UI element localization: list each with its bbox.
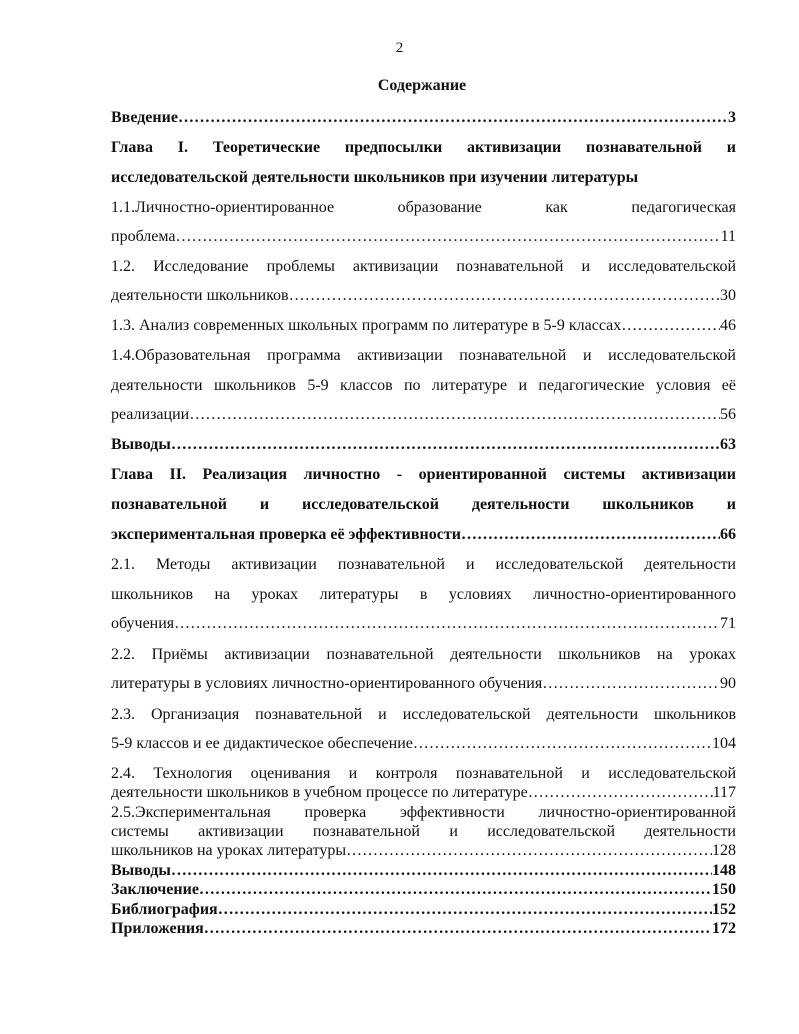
toc-chapter-1-line-1: Глава I. Теоретические предпосылки активизации познавательной и xyxy=(111,139,736,156)
entry-text: обучения xyxy=(111,615,175,632)
toc-section-1-4-line-1: 1.4.Образовательная программа активизации познавательной и исследовательской xyxy=(111,347,736,364)
toc-section-2-2-line-1: 2.2. Приёмы активизации познавательной деятельности школьников на уроках xyxy=(111,646,736,663)
entry-page: 104 xyxy=(712,735,736,752)
entry-text: Заключение xyxy=(111,881,199,898)
toc-section-2-2-line-2 xyxy=(111,674,736,694)
toc-section-2-5-line-1: 2.5.Экспериментальная проверка эффективности личностно-ориентированной xyxy=(111,804,736,821)
entry-text: деятельности школьников в учебном процессе по литературе xyxy=(111,784,528,801)
entry-page: 46 xyxy=(720,317,736,334)
toc-entry-conclusions-2 xyxy=(111,861,736,881)
page-number: 2 xyxy=(395,40,404,56)
toc-entry-conclusions-1 xyxy=(111,435,736,455)
toc-entry-bibliography xyxy=(111,900,736,920)
entry-page: 66 xyxy=(720,526,736,543)
toc-section-2-5-line-3 xyxy=(111,841,736,861)
entry-page: 128 xyxy=(712,842,736,859)
entry-page: 172 xyxy=(712,920,736,937)
entry-page: 148 xyxy=(712,862,736,879)
entry-text: проблема xyxy=(111,228,176,245)
entry-text: 5-9 классов и ее дидактическое обеспечение xyxy=(111,735,413,752)
entry-page: 11 xyxy=(720,228,736,245)
entry-text: Библиография xyxy=(111,901,218,918)
entry-text: литературы в условиях личностно-ориентированного обучения xyxy=(111,675,543,692)
toc-section-2-4-line-1: 2.4. Технология оценивания и контроля познавательной и исследовательской xyxy=(111,765,736,782)
toc-section-1-4-line-2: деятельности школьников 5-9 классов по литературе и педагогические условия её xyxy=(111,377,736,394)
entry-text: Выводы xyxy=(111,436,171,453)
toc-entry-appendix xyxy=(111,919,736,939)
entry-page: 117 xyxy=(712,784,736,801)
entry-text: 1.3. Анализ современных школьных программ по литературе в 5-9 классах xyxy=(111,317,622,334)
entry-text: деятельности школьников xyxy=(111,287,289,304)
entry-text: Приложения xyxy=(111,920,204,937)
toc-chapter-2-line-2: познавательной и исследовательской деятельности школьников и xyxy=(111,496,736,513)
toc-chapter-2-line-1: Глава II. Реализация личностно - ориентированной системы активизации xyxy=(111,466,736,483)
toc-section-1-4-line-3 xyxy=(111,405,736,425)
entry-page: 90 xyxy=(720,675,736,692)
entry-page: 150 xyxy=(712,881,736,898)
toc-section-1-2-line-1: 1.2. Исследование проблемы активизации познавательной и исследовательской xyxy=(111,258,736,275)
entry-page: 56 xyxy=(720,406,736,423)
toc-section-2-1-line-2: школьников на уроках литературы в условиях личностно-ориентированного xyxy=(111,586,736,603)
toc-section-2-4-line-2 xyxy=(111,783,736,803)
toc-section-1-1-line-1: 1.1.Личностно-ориентированное образование как педагогическая xyxy=(111,199,736,216)
toc-title: Содержание xyxy=(377,77,467,94)
entry-page: 3 xyxy=(728,109,736,126)
toc-section-2-3-line-2 xyxy=(111,734,736,754)
toc-chapter-2-line-3 xyxy=(111,525,736,545)
toc-section-1-2-line-2 xyxy=(111,286,736,306)
entry-text: реализации xyxy=(111,406,190,423)
toc-section-2-5-line-2: системы активизации познавательной и исследовательской деятельности xyxy=(111,823,736,840)
entry-text: Введение xyxy=(111,109,178,126)
entry-page: 71 xyxy=(720,615,736,632)
entry-text: школьников на уроках литературы xyxy=(111,842,347,859)
toc-section-2-1-line-1: 2.1. Методы активизации познавательной и исследовательской деятельности xyxy=(111,556,736,573)
entry-text: экспериментальная проверка её эффективности xyxy=(111,526,461,543)
toc-entry-introduction xyxy=(111,108,736,128)
toc-section-1-3 xyxy=(111,316,736,336)
entry-text: Выводы xyxy=(111,862,171,879)
entry-page: 30 xyxy=(720,287,736,304)
toc-section-2-3-line-1: 2.3. Организация познавательной и исследовательской деятельности школьников xyxy=(111,706,736,723)
toc-section-2-1-line-3 xyxy=(111,614,736,634)
entry-page: 63 xyxy=(720,436,736,453)
toc-entry-conclusion xyxy=(111,880,736,900)
toc-section-1-1-line-2 xyxy=(111,227,736,247)
toc-chapter-1-line-2: исследовательской деятельности школьников при изучении литературы xyxy=(111,169,639,186)
entry-page: 152 xyxy=(712,901,736,918)
